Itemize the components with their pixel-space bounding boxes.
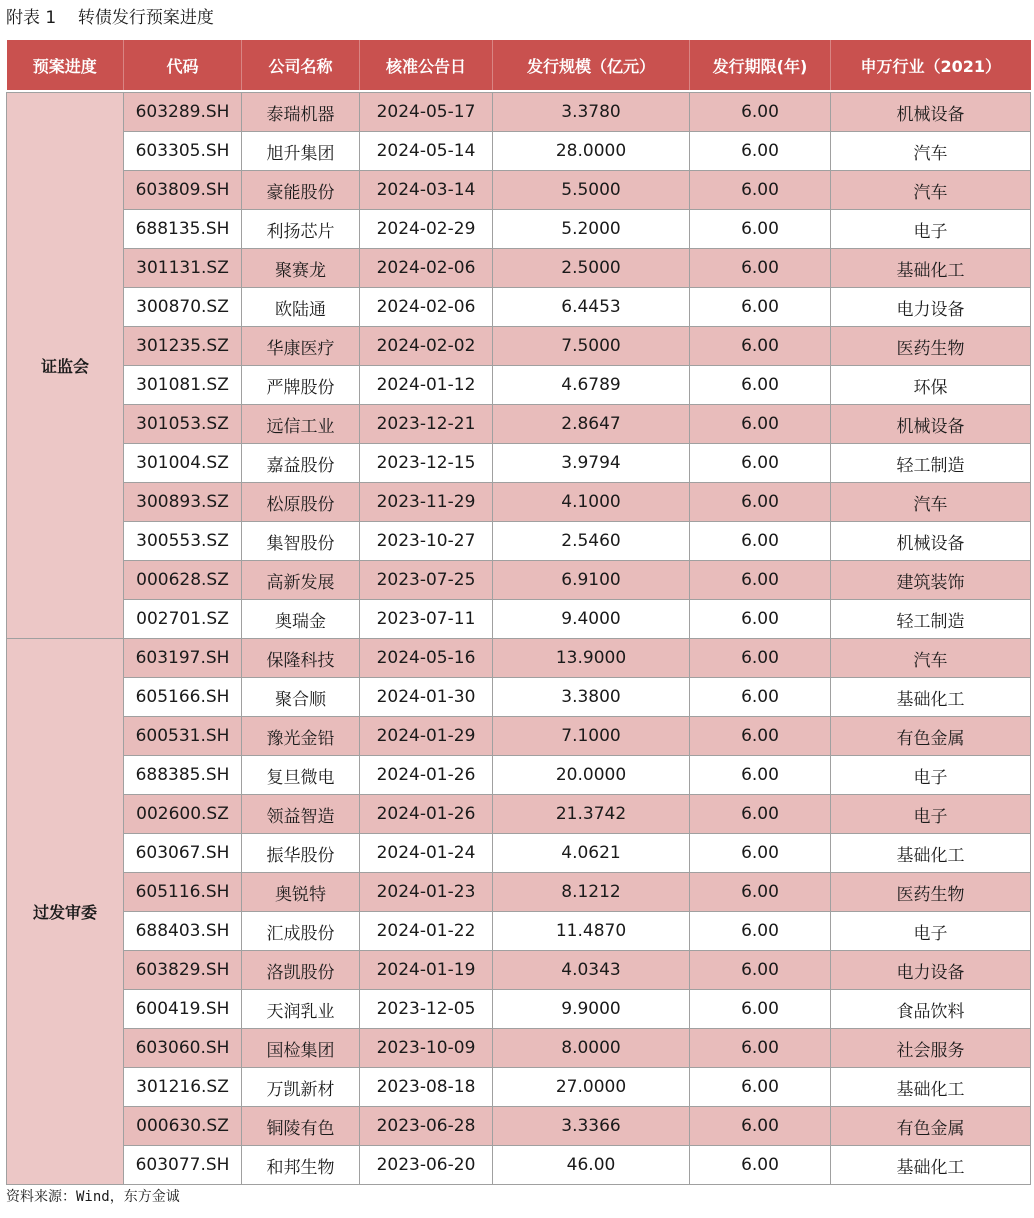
industry-cell: 机械设备 xyxy=(831,405,1031,444)
code-cell: 603289.SH xyxy=(124,93,242,132)
approval-date-cell: 2024-05-14 xyxy=(360,132,493,171)
term-cell: 6.00 xyxy=(690,132,831,171)
table-row xyxy=(7,834,1031,873)
company-cell: 聚赛龙 xyxy=(242,249,360,288)
source-note: 资料来源：Wind，东方金诚 xyxy=(6,1189,180,1205)
table-row xyxy=(7,990,1031,1029)
issue-size-cell: 3.9794 xyxy=(493,444,690,483)
code-cell: 603809.SH xyxy=(124,171,242,210)
approval-date-cell: 2023-07-25 xyxy=(360,561,493,600)
code-cell: 603305.SH xyxy=(124,132,242,171)
company-cell: 旭升集团 xyxy=(242,132,360,171)
issue-size-cell: 6.4453 xyxy=(493,288,690,327)
header-issue-size: 发行规模（亿元） xyxy=(493,40,690,90)
company-cell: 欧陆通 xyxy=(242,288,360,327)
code-cell: 002600.SZ xyxy=(124,795,242,834)
table-row xyxy=(7,873,1031,912)
code-cell: 605166.SH xyxy=(124,678,242,717)
table-row xyxy=(7,93,1031,132)
company-cell: 集智股份 xyxy=(242,522,360,561)
industry-cell: 基础化工 xyxy=(831,1146,1031,1185)
industry-cell: 有色金属 xyxy=(831,717,1031,756)
company-cell: 奥瑞金 xyxy=(242,600,360,639)
code-cell: 300870.SZ xyxy=(124,288,242,327)
company-cell: 洛凯股份 xyxy=(242,951,360,990)
industry-cell: 社会服务 xyxy=(831,1029,1031,1068)
table-row xyxy=(7,366,1031,405)
industry-cell: 基础化工 xyxy=(831,678,1031,717)
table-row xyxy=(7,756,1031,795)
code-cell: 000630.SZ xyxy=(124,1107,242,1146)
industry-cell: 轻工制造 xyxy=(831,600,1031,639)
term-cell: 6.00 xyxy=(690,405,831,444)
company-cell: 汇成股份 xyxy=(242,912,360,951)
issue-size-cell: 9.9000 xyxy=(493,990,690,1029)
code-cell: 301235.SZ xyxy=(124,327,242,366)
issue-size-cell: 28.0000 xyxy=(493,132,690,171)
code-cell: 300553.SZ xyxy=(124,522,242,561)
term-cell: 6.00 xyxy=(690,873,831,912)
issue-size-cell: 3.3780 xyxy=(493,93,690,132)
term-cell: 6.00 xyxy=(690,717,831,756)
header-approval-date: 核准公告日 xyxy=(360,40,493,90)
issue-size-cell: 4.0343 xyxy=(493,951,690,990)
industry-cell: 基础化工 xyxy=(831,834,1031,873)
term-cell: 6.00 xyxy=(690,366,831,405)
issue-size-cell: 5.2000 xyxy=(493,210,690,249)
header-progress: 预案进度 xyxy=(7,40,124,90)
approval-date-cell: 2024-01-30 xyxy=(360,678,493,717)
table-row xyxy=(7,249,1031,288)
code-cell: 002701.SZ xyxy=(124,600,242,639)
company-cell: 嘉益股份 xyxy=(242,444,360,483)
issue-size-cell: 46.00 xyxy=(493,1146,690,1185)
code-cell: 301081.SZ xyxy=(124,366,242,405)
term-cell: 6.00 xyxy=(690,93,831,132)
table-row xyxy=(7,600,1031,639)
company-cell: 保隆科技 xyxy=(242,639,360,678)
industry-cell: 环保 xyxy=(831,366,1031,405)
table-row xyxy=(7,639,1031,678)
issue-size-cell: 9.4000 xyxy=(493,600,690,639)
approval-date-cell: 2023-12-15 xyxy=(360,444,493,483)
code-cell: 688385.SH xyxy=(124,756,242,795)
code-cell: 603829.SH xyxy=(124,951,242,990)
term-cell: 6.00 xyxy=(690,1146,831,1185)
approval-date-cell: 2023-06-28 xyxy=(360,1107,493,1146)
issue-size-cell: 2.5460 xyxy=(493,522,690,561)
approval-date-cell: 2024-03-14 xyxy=(360,171,493,210)
issue-size-cell: 11.4870 xyxy=(493,912,690,951)
term-cell: 6.00 xyxy=(690,678,831,717)
term-cell: 6.00 xyxy=(690,951,831,990)
term-cell: 6.00 xyxy=(690,210,831,249)
approval-date-cell: 2024-02-29 xyxy=(360,210,493,249)
table-body xyxy=(7,93,1031,1185)
term-cell: 6.00 xyxy=(690,600,831,639)
company-cell: 华康医疗 xyxy=(242,327,360,366)
company-cell: 万凯新材 xyxy=(242,1068,360,1107)
term-cell: 6.00 xyxy=(690,1029,831,1068)
company-cell: 领益智造 xyxy=(242,795,360,834)
term-cell: 6.00 xyxy=(690,912,831,951)
industry-cell: 食品饮料 xyxy=(831,990,1031,1029)
term-cell: 6.00 xyxy=(690,327,831,366)
issue-size-cell: 2.5000 xyxy=(493,249,690,288)
table-caption: 附表 1 转债发行预案进度 xyxy=(6,8,214,28)
approval-date-cell: 2024-05-16 xyxy=(360,639,493,678)
code-cell: 603077.SH xyxy=(124,1146,242,1185)
industry-cell: 基础化工 xyxy=(831,1068,1031,1107)
company-cell: 聚合顺 xyxy=(242,678,360,717)
company-cell: 远信工业 xyxy=(242,405,360,444)
code-cell: 301004.SZ xyxy=(124,444,242,483)
table-row xyxy=(7,327,1031,366)
industry-cell: 汽车 xyxy=(831,132,1031,171)
company-cell: 和邦生物 xyxy=(242,1146,360,1185)
table-row xyxy=(7,678,1031,717)
approval-date-cell: 2024-01-22 xyxy=(360,912,493,951)
table-row xyxy=(7,522,1031,561)
table-row xyxy=(7,444,1031,483)
company-cell: 天润乳业 xyxy=(242,990,360,1029)
term-cell: 6.00 xyxy=(690,1107,831,1146)
approval-date-cell: 2023-12-21 xyxy=(360,405,493,444)
code-cell: 301216.SZ xyxy=(124,1068,242,1107)
industry-cell: 电力设备 xyxy=(831,951,1031,990)
industry-cell: 轻工制造 xyxy=(831,444,1031,483)
approval-date-cell: 2023-07-11 xyxy=(360,600,493,639)
header-term: 发行期限(年) xyxy=(690,40,831,90)
code-cell: 603060.SH xyxy=(124,1029,242,1068)
term-cell: 6.00 xyxy=(690,444,831,483)
issue-size-cell: 3.3366 xyxy=(493,1107,690,1146)
issue-size-cell: 8.1212 xyxy=(493,873,690,912)
issue-size-cell: 13.9000 xyxy=(493,639,690,678)
header-company: 公司名称 xyxy=(242,40,360,90)
table-row xyxy=(7,210,1031,249)
term-cell: 6.00 xyxy=(690,756,831,795)
header-industry: 申万行业（2021） xyxy=(831,40,1031,90)
company-cell: 高新发展 xyxy=(242,561,360,600)
table-row xyxy=(7,171,1031,210)
approval-date-cell: 2024-01-24 xyxy=(360,834,493,873)
industry-cell: 电子 xyxy=(831,912,1031,951)
table-row xyxy=(7,912,1031,951)
term-cell: 6.00 xyxy=(690,249,831,288)
code-cell: 300893.SZ xyxy=(124,483,242,522)
approval-date-cell: 2023-12-05 xyxy=(360,990,493,1029)
issue-size-cell: 20.0000 xyxy=(493,756,690,795)
group-label: 证监会 xyxy=(7,93,124,639)
industry-cell: 电力设备 xyxy=(831,288,1031,327)
term-cell: 6.00 xyxy=(690,639,831,678)
company-cell: 铜陵有色 xyxy=(242,1107,360,1146)
table-row xyxy=(7,1068,1031,1107)
company-cell: 松原股份 xyxy=(242,483,360,522)
approval-date-cell: 2024-01-29 xyxy=(360,717,493,756)
issue-size-cell: 21.3742 xyxy=(493,795,690,834)
company-cell: 豪能股份 xyxy=(242,171,360,210)
table-row xyxy=(7,951,1031,990)
term-cell: 6.00 xyxy=(690,795,831,834)
approval-date-cell: 2023-10-09 xyxy=(360,1029,493,1068)
approval-date-cell: 2023-11-29 xyxy=(360,483,493,522)
approval-date-cell: 2024-02-06 xyxy=(360,249,493,288)
term-cell: 6.00 xyxy=(690,1068,831,1107)
company-cell: 利扬芯片 xyxy=(242,210,360,249)
approval-date-cell: 2024-01-23 xyxy=(360,873,493,912)
code-cell: 605116.SH xyxy=(124,873,242,912)
company-cell: 国检集团 xyxy=(242,1029,360,1068)
group-label: 过发审委 xyxy=(7,639,124,1185)
table-row xyxy=(7,717,1031,756)
industry-cell: 机械设备 xyxy=(831,93,1031,132)
industry-cell: 医药生物 xyxy=(831,873,1031,912)
term-cell: 6.00 xyxy=(690,990,831,1029)
approval-date-cell: 2024-02-06 xyxy=(360,288,493,327)
header-code: 代码 xyxy=(124,40,242,90)
industry-cell: 机械设备 xyxy=(831,522,1031,561)
code-cell: 603197.SH xyxy=(124,639,242,678)
issue-size-cell: 4.0621 xyxy=(493,834,690,873)
company-cell: 泰瑞机器 xyxy=(242,93,360,132)
issue-size-cell: 3.3800 xyxy=(493,678,690,717)
code-cell: 600531.SH xyxy=(124,717,242,756)
issue-size-cell: 5.5000 xyxy=(493,171,690,210)
table-row xyxy=(7,483,1031,522)
header-row xyxy=(7,40,1031,90)
industry-cell: 电子 xyxy=(831,210,1031,249)
industry-cell: 汽车 xyxy=(831,483,1031,522)
industry-cell: 基础化工 xyxy=(831,249,1031,288)
approval-date-cell: 2024-01-26 xyxy=(360,795,493,834)
industry-cell: 医药生物 xyxy=(831,327,1031,366)
industry-cell: 电子 xyxy=(831,756,1031,795)
term-cell: 6.00 xyxy=(690,288,831,327)
term-cell: 6.00 xyxy=(690,522,831,561)
approval-date-cell: 2024-01-26 xyxy=(360,756,493,795)
code-cell: 301053.SZ xyxy=(124,405,242,444)
approval-date-cell: 2024-05-17 xyxy=(360,93,493,132)
approval-date-cell: 2024-01-19 xyxy=(360,951,493,990)
industry-cell: 电子 xyxy=(831,795,1031,834)
issue-size-cell: 7.5000 xyxy=(493,327,690,366)
approval-date-cell: 2024-01-12 xyxy=(360,366,493,405)
company-cell: 奥锐特 xyxy=(242,873,360,912)
table-row xyxy=(7,405,1031,444)
table-row xyxy=(7,795,1031,834)
industry-cell: 汽车 xyxy=(831,171,1031,210)
issue-size-cell: 6.9100 xyxy=(493,561,690,600)
term-cell: 6.00 xyxy=(690,834,831,873)
table-row xyxy=(7,1107,1031,1146)
company-cell: 严牌股份 xyxy=(242,366,360,405)
company-cell: 振华股份 xyxy=(242,834,360,873)
term-cell: 6.00 xyxy=(690,561,831,600)
table-row xyxy=(7,1146,1031,1185)
issue-size-cell: 27.0000 xyxy=(493,1068,690,1107)
industry-cell: 建筑装饰 xyxy=(831,561,1031,600)
issue-size-cell: 2.8647 xyxy=(493,405,690,444)
industry-cell: 有色金属 xyxy=(831,1107,1031,1146)
company-cell: 复旦微电 xyxy=(242,756,360,795)
code-cell: 000628.SZ xyxy=(124,561,242,600)
term-cell: 6.00 xyxy=(690,171,831,210)
table-row xyxy=(7,288,1031,327)
table-row xyxy=(7,561,1031,600)
code-cell: 603067.SH xyxy=(124,834,242,873)
convertible-bond-table xyxy=(6,40,1031,1185)
code-cell: 688135.SH xyxy=(124,210,242,249)
issue-size-cell: 8.0000 xyxy=(493,1029,690,1068)
approval-date-cell: 2024-02-02 xyxy=(360,327,493,366)
industry-cell: 汽车 xyxy=(831,639,1031,678)
term-cell: 6.00 xyxy=(690,483,831,522)
issue-size-cell: 7.1000 xyxy=(493,717,690,756)
issue-size-cell: 4.1000 xyxy=(493,483,690,522)
company-cell: 豫光金铅 xyxy=(242,717,360,756)
table-row xyxy=(7,1029,1031,1068)
table-row xyxy=(7,132,1031,171)
code-cell: 688403.SH xyxy=(124,912,242,951)
code-cell: 600419.SH xyxy=(124,990,242,1029)
issue-size-cell: 4.6789 xyxy=(493,366,690,405)
approval-date-cell: 2023-10-27 xyxy=(360,522,493,561)
code-cell: 301131.SZ xyxy=(124,249,242,288)
approval-date-cell: 2023-06-20 xyxy=(360,1146,493,1185)
approval-date-cell: 2023-08-18 xyxy=(360,1068,493,1107)
